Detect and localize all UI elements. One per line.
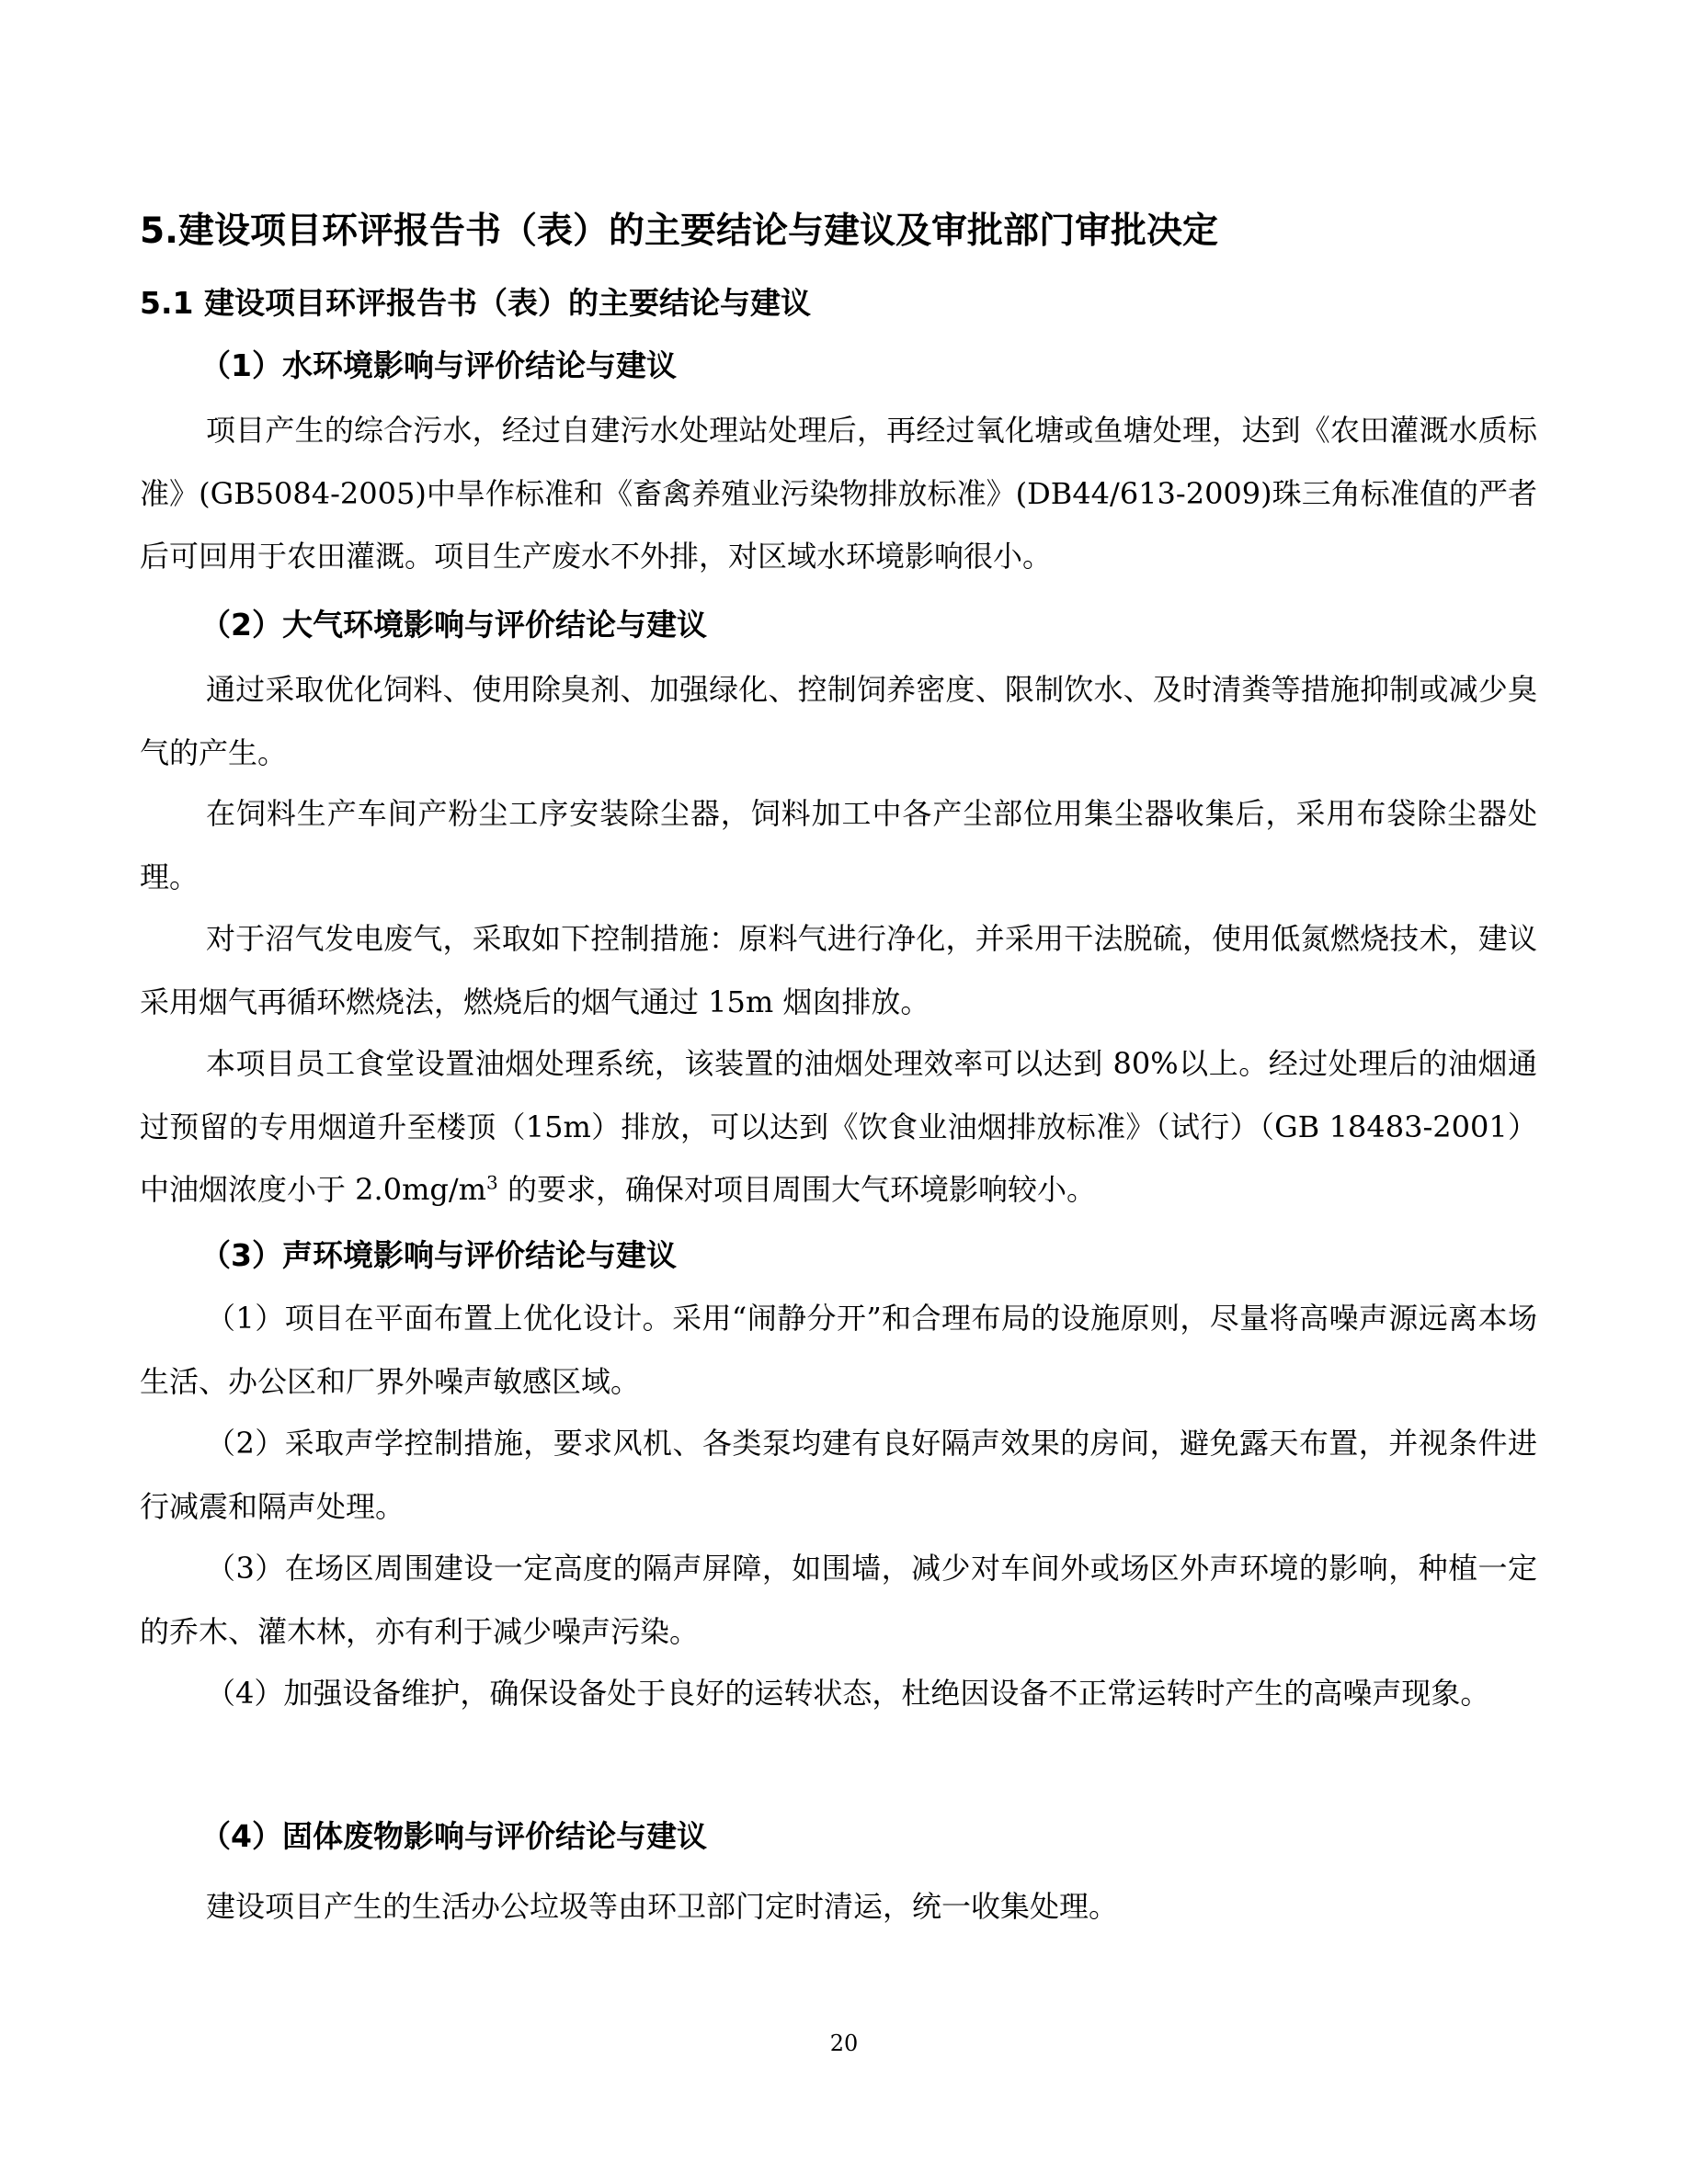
solid-waste-section-title: （4）固体废物影响与评价结论与建议 xyxy=(200,1818,707,1854)
chapter-heading: 5.建设项目环评报告书（表）的主要结论与建议及审批部门审批决定 xyxy=(140,210,1218,252)
air-paragraph-3: 对于沼气发电废气，采取如下控制措施：原料气进行净化，并采用干法脱硫，使用低氮燃烧技术，建议采用烟气再循环燃烧法，燃烧后的烟气通过 15m 烟囱排放。 xyxy=(140,921,1537,1019)
air-paragraph-4-text: 本项目员工食堂设置油烟处理系统，该装置的油烟处理效率可以达到 80%以上。经过处理后的油烟通过预留的专用烟道升至楼顶（15m）排放，可以达到《饮食业油烟排放标准》（试行）（GB 18483-2001）中油烟浓度小于 2.0mg/m xyxy=(140,1046,1537,1207)
noise-paragraph-2: （2）采取声学控制措施，要求风机、各类泵均建有良好隔声效果的房间，避免露天布置，并视条件进行减震和隔声处理。 xyxy=(140,1426,1537,1524)
page-number: 20 xyxy=(829,2030,859,2056)
water-section-title: （1）水环境影响与评价结论与建议 xyxy=(200,347,677,383)
air-paragraph-2: 在饲料生产车间产粉尘工序安装除尘器，饲料加工中各产尘部位用集尘器收集后，采用布袋除尘器处理。 xyxy=(140,796,1537,894)
water-paragraph-1: 项目产生的综合污水，经过自建污水处理站处理后，再经过氧化塘或鱼塘处理，达到《农田灌溉水质标准》(GB5084-2005)中旱作标准和《畜禽养殖业污染物排放标准》(DB44/613-2009)珠三角标准值的严者后可回用于农田灌溉。项目生产废水不外排，对区域水环境影响很小。 xyxy=(140,413,1537,574)
noise-section-title: （3）声环境影响与评价结论与建议 xyxy=(200,1237,677,1273)
noise-paragraph-1: （1）项目在平面布置上优化设计。采用“闹静分开”和合理布局的设施原则，尽量将高噪声源远离本场生活、办公区和厂界外噪声敏感区域。 xyxy=(140,1301,1537,1399)
noise-paragraph-4: （4）加强设备维护，确保设备处于良好的运转状态，杜绝因设备不正常运转时产生的高噪声现象。 xyxy=(206,1676,1490,1711)
noise-paragraph-3: （3）在场区周围建设一定高度的隔声屏障，如围墙，减少对车间外或场区外声环境的影响，种植一定的乔木、灌木林，亦有利于减少噪声污染。 xyxy=(140,1551,1537,1649)
air-paragraph-1: 通过采取优化饲料、使用除臭剂、加强绿化、控制饲养密度、限制饮水、及时清粪等措施抑制或减少臭气的产生。 xyxy=(140,672,1537,770)
air-paragraph-4 xyxy=(140,1032,1537,1222)
superscript-unit: 3 xyxy=(486,1171,498,1194)
solid-waste-paragraph-1: 建设项目产生的生活办公垃圾等由环卫部门定时清运，统一收集处理。 xyxy=(206,1889,1119,1924)
section-heading: 5.1 建设项目环评报告书（表）的主要结论与建议 xyxy=(140,285,811,321)
air-section-title: （2）大气环境影响与评价结论与建议 xyxy=(200,607,707,643)
air-paragraph-4-tail: 的要求，确保对项目周围大气环境影响较小。 xyxy=(497,1172,1096,1207)
